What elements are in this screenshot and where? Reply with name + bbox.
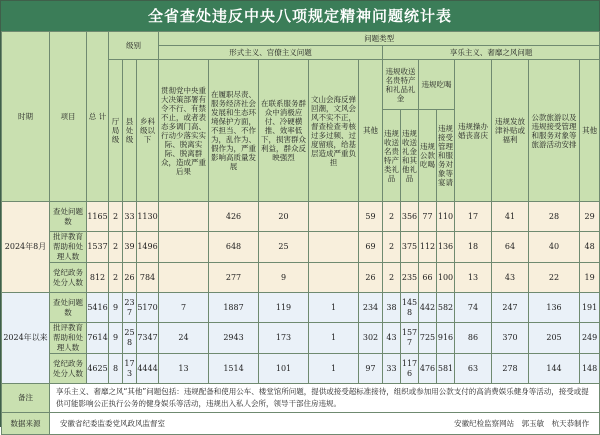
cell: 77 (419, 202, 437, 232)
cell: 74 (455, 293, 492, 323)
cell: 2 (383, 263, 401, 293)
cell: 1 (309, 293, 359, 323)
cell: 2 (383, 232, 401, 263)
cell: 2943 (209, 323, 259, 354)
cell: 144 (529, 354, 580, 384)
cell (309, 263, 359, 293)
cell: 2 (109, 263, 123, 293)
cell: 1458 (401, 293, 419, 323)
cell: 4444 (137, 354, 159, 384)
cell: 784 (137, 263, 159, 293)
cell: 370 (492, 323, 529, 354)
cell: 1165 (87, 202, 109, 232)
cell: 7347 (137, 323, 159, 354)
level-col-county: 县处级 (123, 60, 137, 202)
cell: 20 (259, 202, 309, 232)
cell: 205 (529, 323, 580, 354)
cell: 86 (455, 323, 492, 354)
cell: 426 (209, 202, 259, 232)
cell (159, 202, 209, 232)
cell: 26 (123, 263, 137, 293)
row-label: 查处问题数 (50, 293, 87, 323)
cell: 7 (159, 293, 209, 323)
cell: 28 (529, 202, 580, 232)
cell (159, 263, 209, 293)
cell: 24 (159, 323, 209, 354)
cell: 59 (359, 202, 383, 232)
credit-text: 安徽纪检监察网站 郭玉敏 杭天恭制作 (454, 418, 590, 428)
cell: 38 (383, 293, 401, 323)
cell: 97 (359, 354, 383, 384)
cell: 48 (580, 232, 600, 263)
cell: 1537 (87, 232, 109, 263)
gift-col-cash: 违规收送礼金和其他礼品 (401, 110, 419, 202)
cell: 1 (309, 354, 359, 384)
cell: 136 (437, 232, 455, 263)
cell: 9 (109, 323, 123, 354)
source-cell (50, 413, 600, 435)
cell (309, 232, 359, 263)
hedonism-col-subsidy: 违规发放津补贴或福利 (492, 60, 529, 202)
cell: 13 (455, 263, 492, 293)
cell: 13 (159, 354, 209, 384)
cell: 442 (419, 293, 437, 323)
source-label: 数据来源 (2, 413, 50, 435)
hedonism-col-other: 其他 (580, 60, 600, 202)
table-title: 全省查处违反中央八项规定精神问题统计表 (1, 1, 599, 31)
cell: 25 (259, 232, 309, 263)
cell: 39 (123, 232, 137, 263)
cell: 916 (437, 323, 455, 354)
cell: 18 (455, 232, 492, 263)
cell: 29 (580, 202, 600, 232)
cell: 112 (419, 232, 437, 263)
cell: 234 (359, 293, 383, 323)
cell: 582 (437, 293, 455, 323)
cell: 258 (123, 323, 137, 354)
cell: 43 (492, 263, 529, 293)
cell: 17 (455, 202, 492, 232)
formalism-col-3: 在联系服务群众中消极应付、冷硬横推、效率低下，损害群众利益，群众反映强烈 (259, 60, 309, 202)
cell: 581 (437, 354, 455, 384)
cell: 26 (359, 263, 383, 293)
eat-col-banquet: 违规接受管理和服务对象等宴请 (437, 110, 455, 202)
hedonism-col-travel: 公款旅游以及违规接受管理和服务对象等旅游活动安排 (529, 60, 580, 202)
period-label: 2024年以来 (2, 293, 50, 384)
row-label: 查处问题数 (50, 202, 87, 232)
cell: 2 (383, 202, 401, 232)
total-header: 总 计 (87, 32, 109, 202)
cell: 43 (383, 323, 401, 354)
cell: 173 (259, 323, 309, 354)
cell: 173 (123, 354, 137, 384)
cell: 9 (109, 293, 123, 323)
cell: 2 (109, 202, 123, 232)
cell: 100 (437, 263, 455, 293)
cell: 33 (123, 202, 137, 232)
cell: 66 (419, 263, 437, 293)
problem-type-header: 问题类型 (159, 32, 600, 46)
cell: 1 (309, 323, 359, 354)
cell: 9 (259, 263, 309, 293)
cell: 1496 (137, 232, 159, 263)
cell: 8 (109, 354, 123, 384)
cell: 237 (123, 293, 137, 323)
row-label: 批评教育帮助和处理人数 (50, 232, 87, 263)
cell: 356 (401, 202, 419, 232)
cell: 2 (109, 232, 123, 263)
cell: 19 (580, 263, 600, 293)
cell: 40 (529, 232, 580, 263)
cell: 277 (209, 263, 259, 293)
cell: 5416 (87, 293, 109, 323)
eat-group-header: 违规吃喝 (419, 60, 455, 110)
row-label: 党纪政务处分人数 (50, 354, 87, 384)
cell: 476 (419, 354, 437, 384)
cell: 375 (401, 232, 419, 263)
cell: 725 (419, 323, 437, 354)
hedonism-group-header: 享乐主义、奢靡之风问题 (383, 46, 600, 60)
cell (159, 232, 209, 263)
cell: 148 (580, 354, 600, 384)
source-text: 安徽省纪委监委党风政风监督室 (60, 418, 165, 428)
note-label: 备注 (2, 384, 50, 413)
formalism-col-other: 其他 (359, 60, 383, 202)
level-col-township: 乡科级以下 (137, 60, 159, 202)
row-label: 党纪政务处分人数 (50, 263, 87, 293)
level-header: 级别 (109, 32, 159, 60)
cell: 22 (529, 263, 580, 293)
cell: 7614 (87, 323, 109, 354)
formalism-group-header: 形式主义、官僚主义问题 (159, 46, 383, 60)
cell: 249 (580, 323, 600, 354)
cell: 63 (455, 354, 492, 384)
cell: 69 (359, 232, 383, 263)
cell: 278 (492, 354, 529, 384)
cell: 1514 (209, 354, 259, 384)
cell: 110 (437, 202, 455, 232)
cell: 33 (383, 354, 401, 384)
row-label: 批评教育帮助和处理人数 (50, 323, 87, 354)
cell: 191 (580, 293, 600, 323)
formalism-col-2: 在履职尽责、服务经济社会发展和生态环境保护方面，不担当、不作为，乱作为、假作为，严重影响高质量发展 (209, 60, 259, 202)
item-header: 项目 (50, 32, 87, 202)
cell: 1176 (401, 354, 419, 384)
cell: 247 (492, 293, 529, 323)
cell: 648 (209, 232, 259, 263)
cell: 302 (359, 323, 383, 354)
cell: 119 (259, 293, 309, 323)
gift-group-header: 违规收送名贵特产和礼品礼金 (383, 60, 419, 110)
cell: 101 (259, 354, 309, 384)
period-label: 2024年8月 (2, 202, 50, 293)
cell: 1577 (401, 323, 419, 354)
cell: 136 (529, 293, 580, 323)
cell: 1887 (209, 293, 259, 323)
gift-col-specialty: 违规收送名贵特产类礼品 (383, 110, 401, 202)
hedonism-col-wedding: 违规操办婚丧喜庆 (455, 60, 492, 202)
cell: 4625 (87, 354, 109, 384)
formalism-col-1: 贯彻党中央重大决策部署有令不行、有禁不止，或者表态多调门高、行动少落实实际、脱离实际、脱离群众，造成严重后果 (159, 60, 209, 202)
cell (309, 202, 359, 232)
formalism-col-4: 文山会海反弹回潮，文风会风不实不正，督查检查考核过多过频、过度留痕，给基层造成严重负担 (309, 60, 359, 202)
statistics-table (1, 31, 600, 435)
eat-col-public: 违规公款吃喝 (419, 110, 437, 202)
cell: 1130 (137, 202, 159, 232)
cell: 812 (87, 263, 109, 293)
note-text: 享乐主义、奢靡之风“其他”问题包括：违规配备和使用公车、楼堂馆所问题，提供或接受超标准接待，组织或参加用公款支付的高消费娱乐健身等活动，接受或提供可能影响公正执行公务的健身娱乐等活动，违规出入私人会所，领导干部住房违规。 (50, 384, 600, 413)
cell: 64 (492, 232, 529, 263)
level-col-bureau: 厅局级 (109, 60, 123, 202)
cell: 5170 (137, 293, 159, 323)
period-header: 时期 (2, 32, 50, 202)
cell: 41 (492, 202, 529, 232)
cell: 235 (401, 263, 419, 293)
